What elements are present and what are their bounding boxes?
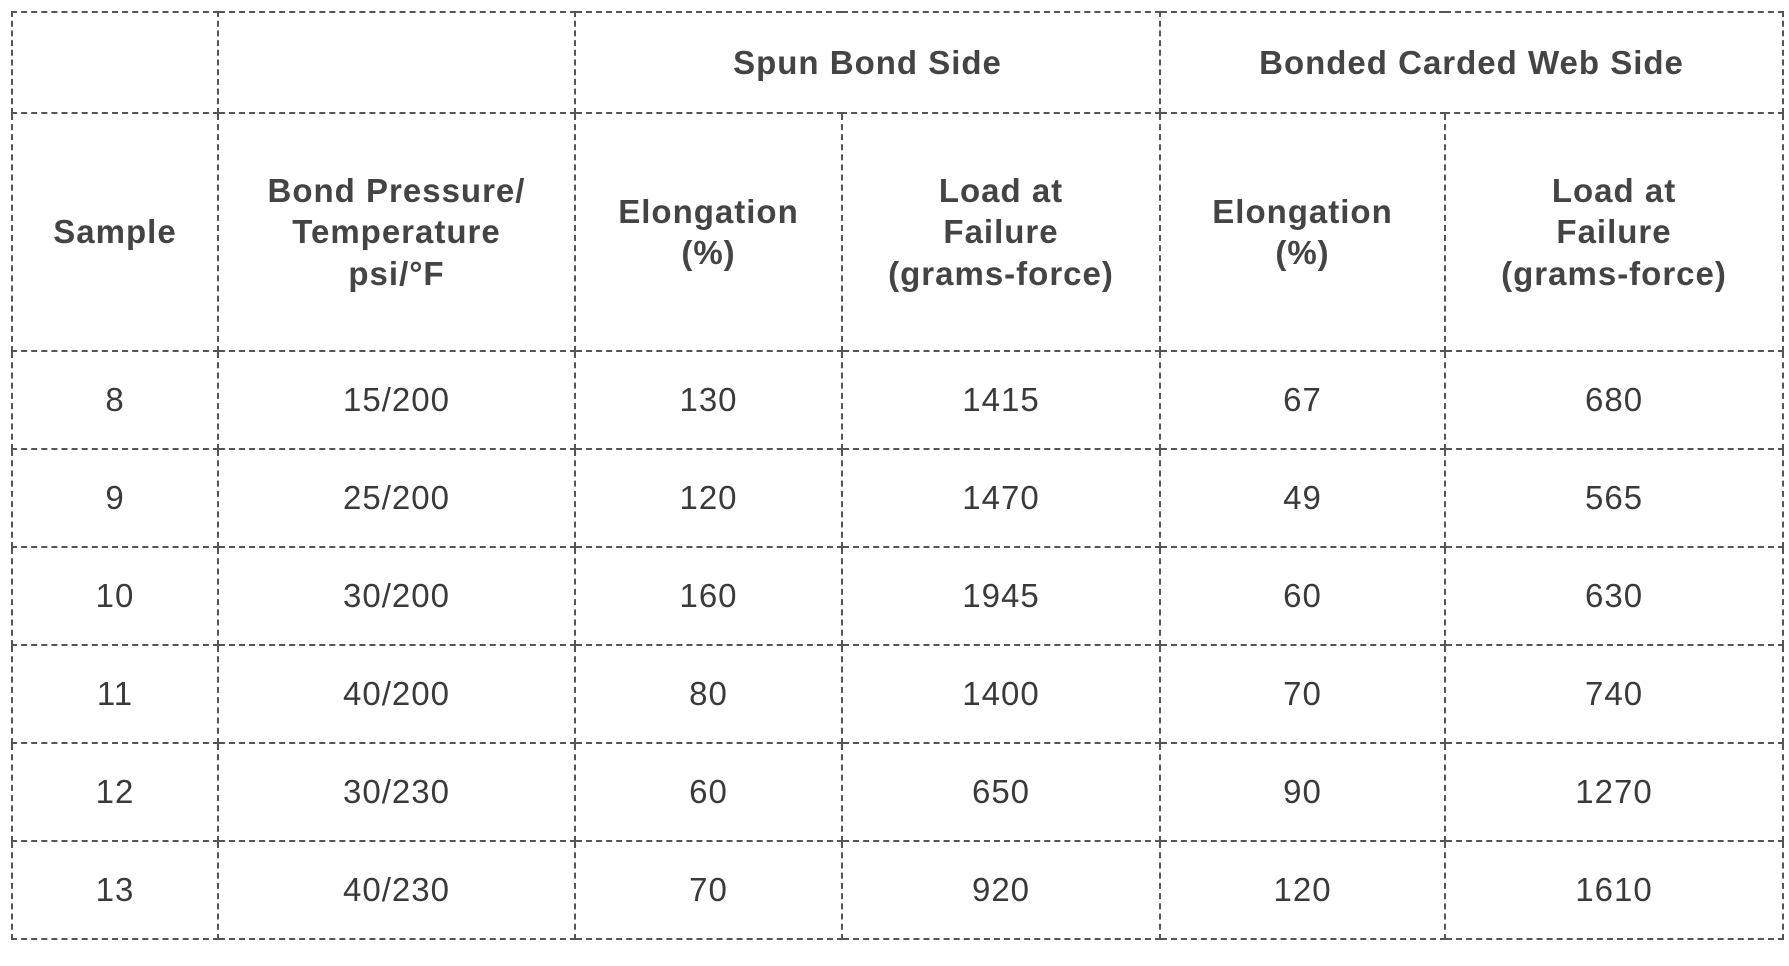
table-row [12,351,1783,449]
cell-spun-bond-load-at-failure: 920 [842,841,1160,939]
table-row [12,841,1783,939]
cell-sample: 9 [12,449,218,547]
cell-bcw-load-at-failure: 1610 [1445,841,1783,939]
table-row [12,449,1783,547]
cell-spun-bond-elongation: 80 [575,645,842,743]
cell-bond-pressure-temperature: 40/200 [218,645,575,743]
cell-bond-pressure-temperature: 40/230 [218,841,575,939]
cell-bcw-elongation: 60 [1160,547,1445,645]
cell-spun-bond-load-at-failure: 1945 [842,547,1160,645]
column-header-bcw-elongation: Elongation (%) [1160,113,1445,351]
cell-bcw-elongation: 67 [1160,351,1445,449]
results-table [11,11,1784,940]
cell-spun-bond-elongation: 130 [575,351,842,449]
cell-spun-bond-elongation: 120 [575,449,842,547]
cell-sample: 11 [12,645,218,743]
cell-bcw-load-at-failure: 630 [1445,547,1783,645]
cell-bcw-load-at-failure: 740 [1445,645,1783,743]
cell-sample: 10 [12,547,218,645]
empty-header-cell [218,12,575,113]
column-header-bond-pressure-temperature: Bond Pressure/ Temperature psi/°F [218,113,575,351]
column-header-sample: Sample [12,113,218,351]
group-header-bonded-carded-web: Bonded Carded Web Side [1160,12,1783,113]
column-header-spun-bond-elongation: Elongation (%) [575,113,842,351]
group-header-spun-bond: Spun Bond Side [575,12,1160,113]
cell-bcw-load-at-failure: 565 [1445,449,1783,547]
table-row [12,547,1783,645]
cell-bcw-elongation: 70 [1160,645,1445,743]
cell-sample: 8 [12,351,218,449]
cell-bond-pressure-temperature: 30/230 [218,743,575,841]
column-header-row [12,113,1783,351]
cell-bond-pressure-temperature: 25/200 [218,449,575,547]
cell-spun-bond-load-at-failure: 1415 [842,351,1160,449]
cell-bond-pressure-temperature: 15/200 [218,351,575,449]
cell-spun-bond-elongation: 160 [575,547,842,645]
column-header-bcw-load-at-failure: Load at Failure (grams-force) [1445,113,1783,351]
table-row [12,743,1783,841]
cell-spun-bond-load-at-failure: 1470 [842,449,1160,547]
cell-spun-bond-load-at-failure: 650 [842,743,1160,841]
cell-bcw-elongation: 120 [1160,841,1445,939]
group-header-row [12,12,1783,113]
cell-spun-bond-load-at-failure: 1400 [842,645,1160,743]
cell-sample: 12 [12,743,218,841]
table-row [12,645,1783,743]
cell-sample: 13 [12,841,218,939]
empty-header-cell [12,12,218,113]
cell-bcw-load-at-failure: 1270 [1445,743,1783,841]
cell-spun-bond-elongation: 70 [575,841,842,939]
cell-bcw-load-at-failure: 680 [1445,351,1783,449]
cell-spun-bond-elongation: 60 [575,743,842,841]
cell-bcw-elongation: 49 [1160,449,1445,547]
cell-bcw-elongation: 90 [1160,743,1445,841]
column-header-spun-bond-load-at-failure: Load at Failure (grams-force) [842,113,1160,351]
cell-bond-pressure-temperature: 30/200 [218,547,575,645]
